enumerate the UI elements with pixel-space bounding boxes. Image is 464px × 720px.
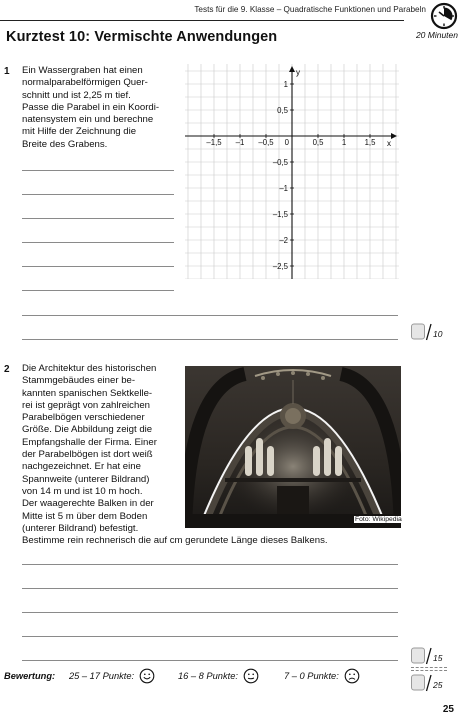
rating-label-text: Bewertung:: [4, 671, 56, 681]
answer-line[interactable]: [22, 218, 174, 219]
task-2-line: der Parabelbögen ist dort weiß: [22, 449, 153, 461]
task-1-line: Passe die Parabel in ein Koordi-: [22, 101, 160, 113]
y-tick-label: –1,5: [272, 210, 288, 219]
coordinate-grid[interactable]: [185, 64, 399, 279]
task-2-line: Parabelbögen verschiedener: [22, 412, 145, 424]
task-1-text: [22, 65, 159, 151]
task-2-line: Spannweite (unterer Bildrand): [22, 473, 150, 485]
y-axis-arrow: [289, 66, 295, 72]
answer-line[interactable]: [22, 660, 398, 661]
coordinate-grid-svg: [185, 64, 399, 279]
arch-hall-photo: [185, 366, 401, 528]
rating-label: [4, 671, 55, 681]
x-tick-label: 1: [341, 138, 347, 147]
answer-line[interactable]: [22, 564, 398, 565]
rating-range-medium: 16 – 8 Punkte:: [178, 671, 238, 681]
neutral-smiley-icon: [243, 668, 259, 684]
answer-line[interactable]: [22, 315, 398, 316]
test-title: Kurztest 10: Vermischte Anwendungen: [6, 29, 278, 45]
photo-credit: Foto: Wikipedia: [355, 516, 402, 523]
answer-line[interactable]: [22, 266, 174, 267]
task-2-line: Empfangshalle der Firma. Einer: [22, 436, 157, 448]
task-1-line: normalparabelförmigen Quer-: [22, 77, 148, 89]
score-max-task-1: 10: [433, 329, 443, 339]
y-axis-label: y: [296, 68, 300, 77]
task-2-line: Der waagerechte Balken in der: [22, 498, 154, 510]
task-2-line: nachgezeichnet. Er hat eine: [22, 461, 141, 473]
task-2-line: von 14 m und ist 10 m hoch.: [22, 485, 143, 497]
page-number: 25: [442, 704, 454, 715]
task-2-line: Stammgebäudes einer be-: [22, 375, 136, 387]
y-tick-label: –1: [279, 184, 288, 193]
answer-line[interactable]: [22, 242, 174, 243]
task-1-line: Breite des Grabens.: [22, 138, 108, 150]
answer-line[interactable]: [22, 170, 174, 171]
answer-line[interactable]: [22, 339, 398, 340]
task-1-number: 1: [4, 66, 10, 77]
task-2-line: Die Architektur des historischen: [22, 363, 157, 374]
task-2-line: kannten spanischen Sektkelle-: [22, 387, 153, 399]
header-rule: [0, 20, 404, 21]
y-tick-label: –2: [279, 236, 288, 245]
answer-line[interactable]: [22, 636, 398, 637]
clock-icon: [430, 2, 458, 30]
x-tick-label: –1,5: [206, 138, 222, 147]
task-2-line: Bestimme rein rechnerisch die auf cm gerundete Länge dieses Balkens.: [22, 535, 328, 547]
time-limit: 20 Minuten: [415, 30, 458, 40]
x-axis-label: x: [387, 139, 391, 148]
task-1-line: mit Hilfe der Zeichnung die: [22, 126, 137, 138]
task-2-line: (unterer Bildrand) befestigt.: [22, 522, 139, 534]
task-1-line: natensystem ein und berechne: [22, 114, 154, 126]
task-2-line: Mitte ist 5 m über dem Boden: [22, 510, 148, 522]
y-tick-label: –2,5: [272, 262, 288, 271]
score-box-total[interactable]: [411, 674, 457, 692]
x-tick-label: –1: [235, 138, 245, 147]
y-tick-label: 0,5: [277, 106, 288, 115]
score-max-task-2: 15: [433, 653, 443, 663]
score-box-task-1[interactable]: [411, 323, 457, 341]
sad-smiley-icon: [344, 668, 360, 684]
task-2-line: Größe. Die Abbildung zeigt die: [22, 424, 153, 436]
answer-line[interactable]: [22, 588, 398, 589]
y-tick-label: 1: [283, 80, 288, 89]
answer-line[interactable]: [22, 612, 398, 613]
x-tick-label: 1,5: [364, 138, 376, 147]
total-divider: [411, 667, 447, 671]
x-tick-label: 0: [284, 138, 289, 147]
answer-line[interactable]: [22, 194, 174, 195]
rating-range-good: 25 – 17 Punkte:: [69, 671, 135, 681]
task-2-line: rei ist geprägt von zahlreichen: [22, 399, 150, 411]
score-box-task-2[interactable]: [411, 647, 457, 665]
score-max-total: 25: [433, 680, 443, 690]
rating-range-bad: 7 – 0 Punkte:: [284, 671, 339, 681]
x-tick-label: 0,5: [312, 138, 324, 147]
x-tick-label: –0,5: [258, 138, 274, 147]
task-1-line: schnitt und ist 2,25 m tief.: [22, 89, 131, 101]
y-tick-label: –0,5: [272, 158, 288, 167]
running-header: Tests für die 9. Klasse – Quadratische Funktionen und Parabeln: [194, 5, 426, 14]
happy-smiley-icon: [139, 668, 155, 684]
task-1-line: Ein Wassergraben hat einen: [22, 65, 143, 76]
task-2-number: 2: [4, 364, 10, 375]
answer-line[interactable]: [22, 290, 174, 291]
